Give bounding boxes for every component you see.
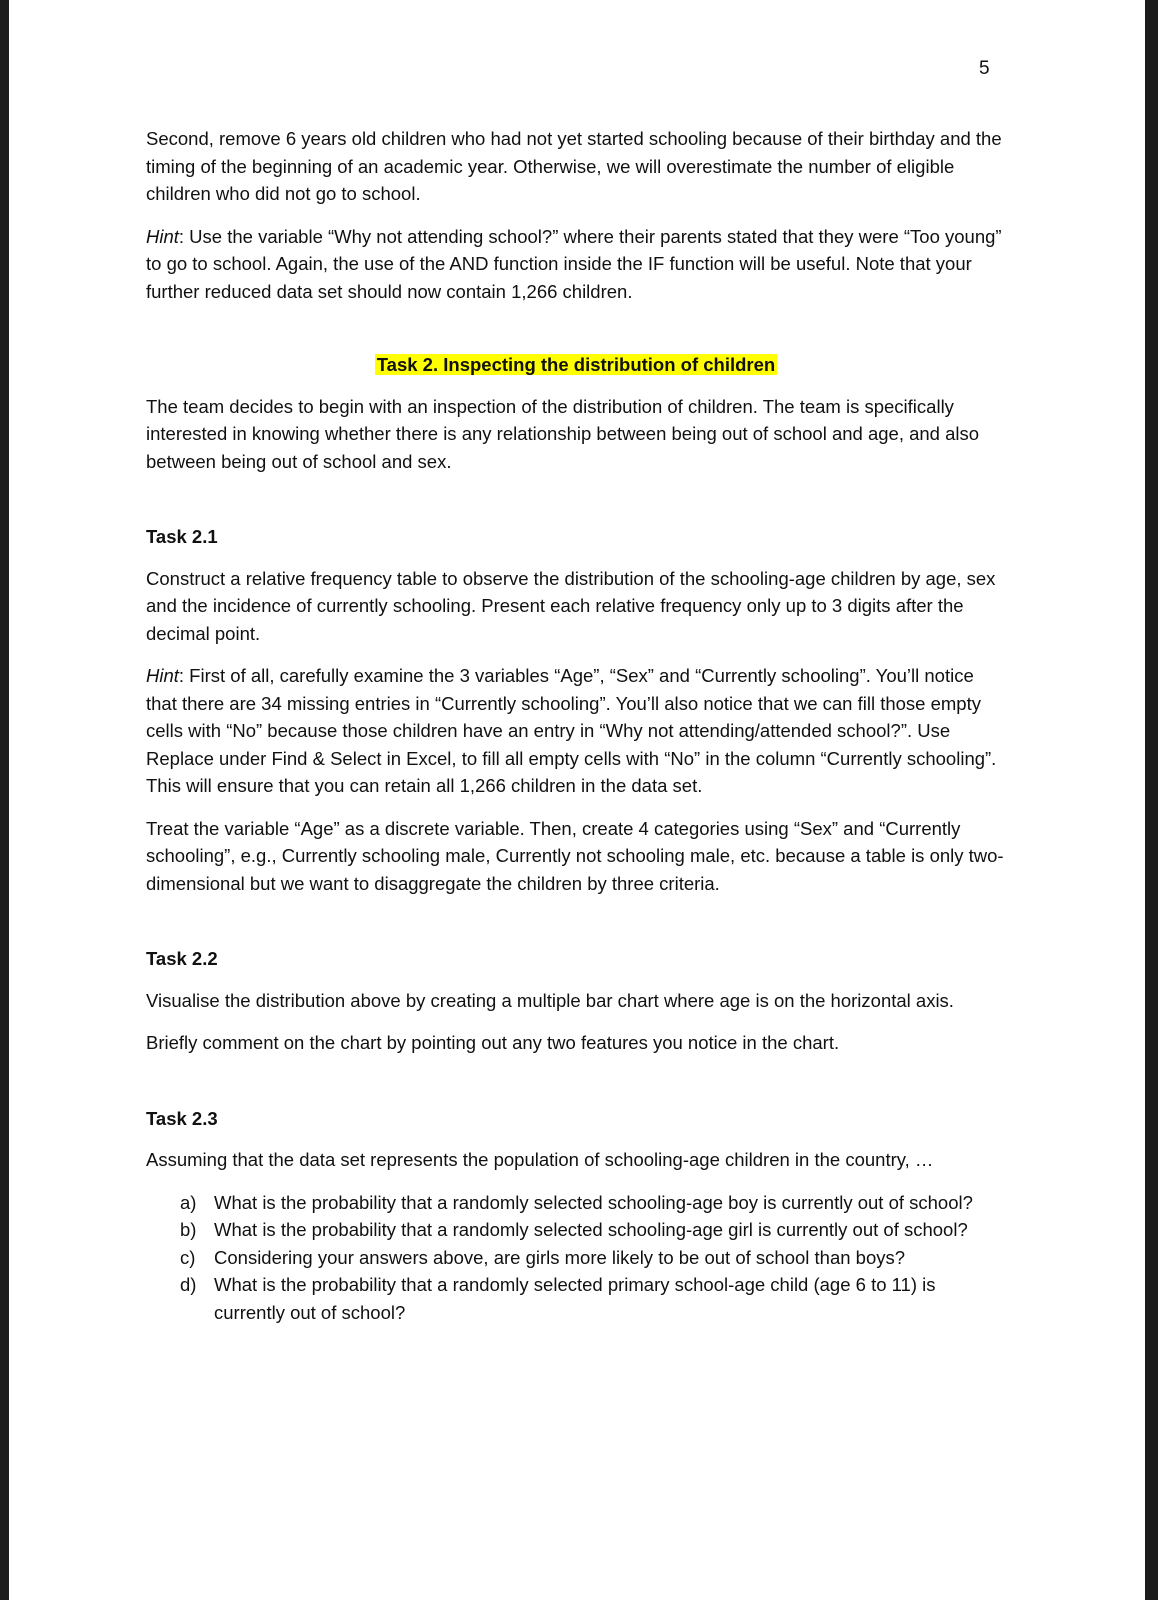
- question-item: [180, 1189, 1006, 1217]
- task-2-2-comment: Briefly comment on the chart by pointing out any two features you notice in the chart.: [146, 1032, 840, 1053]
- task-2-2-heading: Task 2.2: [146, 948, 218, 969]
- hint-text: : Use the variable “Why not attending school?” where their parents stated that they were “Too young” to go to school. Again, the use of the AND function inside the IF function will be useful. Note that your further reduced data set should now contain 1,266 children.: [146, 225, 1002, 302]
- task-2-1-heading: Task 2.1: [146, 526, 218, 547]
- question-text: What is the probability that a randomly selected primary school-age child (age 6 to 11) is currently out of school?: [214, 1274, 936, 1323]
- task-2-2-instructions: Visualise the distribution above by creating a multiple bar chart where age is on the horizontal axis.: [146, 989, 954, 1011]
- question-text: What is the probability that a randomly selected schooling-age boy is currently out of school?: [214, 1191, 973, 1213]
- question-text: Considering your answers above, are girls more likely to be out of school than boys?: [214, 1246, 906, 1268]
- question-item: [180, 1271, 1006, 1326]
- paragraph-remove-six-year-olds: Second, remove 6 years old children who had not yet started schooling because of their birthday and the timing of the beginning of an academic year. Otherwise, we will overestimate the number of eligible children who did not go to school.: [146, 128, 1002, 204]
- document-page: [9, 0, 1145, 1600]
- question-list: [146, 1189, 1006, 1327]
- task-2-intro: The team decides to begin with an inspection of the distribution of children. The team is specifically interested in knowing whether there is any relationship between being out of school and age, and also between being out of school and sex.: [146, 395, 980, 472]
- task-2-3-heading: Task 2.3: [146, 1107, 218, 1129]
- task-2-heading: [146, 351, 1006, 379]
- task-2-3-intro: Assuming that the data set represents the population of schooling-age children in the country, …: [146, 1149, 934, 1170]
- hint-paragraph-too-young: [146, 223, 1006, 306]
- question-marker: a): [180, 1191, 197, 1213]
- hint-text: : First of all, carefully examine the 3 variables “Age”, “Sex” and “Currently schooling”. You’ll notice that there are 34 missing entries in “Currently schooling”. You’ll also notice that we can fill those empty cells with “No” because those children have an entry in “Why not attending/attended school?”. Use Replace under Find & Select in Excel, to fill all empty cells with “No” in the column “Currently schooling”. This will ensure that you can retain all 1,266 children in the data set.: [146, 665, 997, 796]
- question-text: What is the probability that a randomly selected schooling-age girl is currently out of school?: [214, 1219, 968, 1240]
- hint-label: Hint: [146, 225, 179, 247]
- question-item: [180, 1244, 1006, 1272]
- task-2-1-instructions: Construct a relative frequency table to observe the distribution of the schooling-age children by age, sex and the incidence of currently schooling. Present each relative frequency only up to 3 digits after the decimal point.: [146, 567, 996, 644]
- question-marker: d): [180, 1274, 197, 1295]
- task-2-heading-highlight: Task 2. Inspecting the distribution of children: [376, 354, 776, 375]
- page-number: 5: [979, 58, 990, 79]
- page-content: [146, 125, 1006, 1326]
- task-2-1-categories: Treat the variable “Age” as a discrete variable. Then, create 4 categories using “Sex” and “Currently schooling”, e.g., Currently schooling male, Currently not schooling male, etc. because a table is only two-dimensional but we want to disaggregate the children by three criteria.: [146, 817, 1004, 894]
- question-marker: b): [180, 1219, 197, 1240]
- question-item: [180, 1216, 1006, 1244]
- question-marker: c): [180, 1246, 196, 1268]
- task-2-1-hint: [146, 662, 1006, 800]
- hint-label: Hint: [146, 665, 179, 686]
